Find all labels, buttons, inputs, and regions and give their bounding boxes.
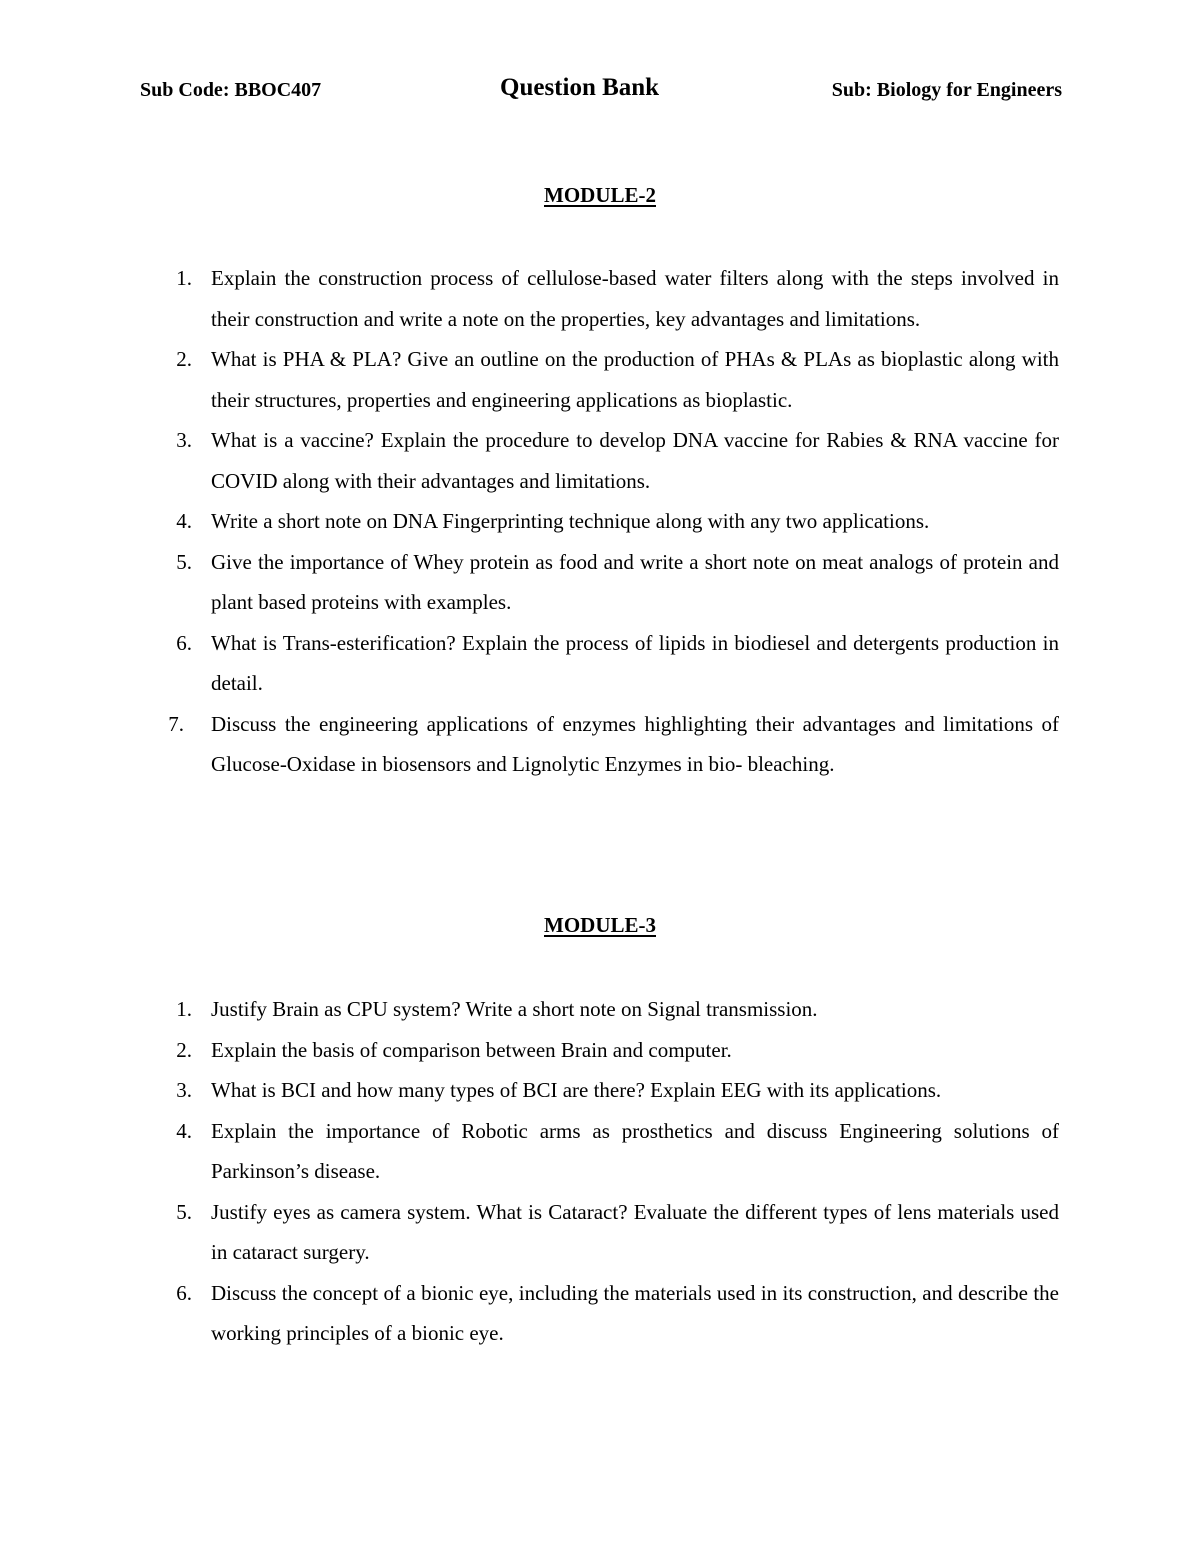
question-number: 2. [176,347,192,371]
question-text: What is BCI and how many types of BCI are there? Explain EEG with its applications. [211,1078,942,1102]
question-item [0,1030,1200,1071]
question-item [0,1070,1200,1111]
question-item [0,339,1200,420]
question-number: 3. [176,1078,192,1102]
question-item [0,1111,1200,1192]
question-text: Discuss the concept of a bionic eye, including the materials used in its construction, and describe the working principles of a bionic eye. [211,1280,1059,1345]
question-item [0,704,1200,785]
question-item [0,258,1200,339]
question-text: What is Trans-esterification? Explain the process of lipids in biodiesel and detergents production in detail. [211,630,1059,695]
question-number: 2. [176,1037,192,1062]
question-number: 4. [176,509,192,533]
question-text: Explain the importance of Robotic arms as prosthetics and discuss Engineering solutions of Parkinson’s disease. [211,1118,1059,1183]
question-number: 1. [176,266,192,290]
question-number: 5. [176,1199,192,1224]
question-item [0,989,1200,1030]
question-number: 7. [168,711,184,736]
question-item [0,1192,1200,1273]
question-text: Write a short note on DNA Fingerprinting technique along with any two applications. [211,509,930,533]
question-item [0,501,1200,542]
module-3-question-list [0,989,1200,1354]
subject-code: Sub Code: BBOC407 [140,79,322,101]
question-text: Discuss the engineering applications of enzymes highlighting their advantages and limitations of Glucose-Oxidase in biosensors and Lignolytic Enzymes in bio- bleaching. [211,711,1059,776]
question-item [0,542,1200,623]
question-text: Justify eyes as camera system. What is Cataract? Evaluate the different types of lens materials used in cataract surgery. [211,1199,1059,1264]
module-2-question-list [0,258,1200,785]
question-number: 6. [176,1280,192,1305]
module-3-heading: MODULE-3 [544,913,656,937]
question-item [0,1273,1200,1354]
question-text: What is PHA & PLA? Give an outline on the production of PHAs & PLAs as bioplastic along with their structures, properties and engineering applications as bioplastic. [211,347,1059,412]
question-number: 6. [176,630,192,655]
question-number: 3. [176,428,192,452]
question-text: Explain the construction process of cellulose-based water filters along with the steps involved in their construction and write a note on the properties, key advantages and limitations. [211,266,1059,331]
subject-name: Sub: Biology for Engineers [831,79,1062,101]
question-item [0,420,1200,501]
question-number: 1. [176,997,192,1021]
question-text: Explain the basis of comparison between Brain and computer. [211,1037,732,1062]
document-title: Question Bank [500,74,660,101]
question-text: What is a vaccine? Explain the procedure to develop DNA vaccine for Rabies & RNA vaccine for COVID along with their advantages and limitations. [211,428,1059,493]
question-text: Justify Brain as CPU system? Write a short note on Signal transmission. [211,997,818,1021]
page-header [140,74,1062,106]
question-text: Give the importance of Whey protein as food and write a short note on meat analogs of protein and plant based proteins with examples. [211,549,1059,614]
module-2-heading: MODULE-2 [544,183,656,207]
question-number: 5. [176,549,192,574]
question-item [0,623,1200,704]
question-number: 4. [176,1118,192,1143]
